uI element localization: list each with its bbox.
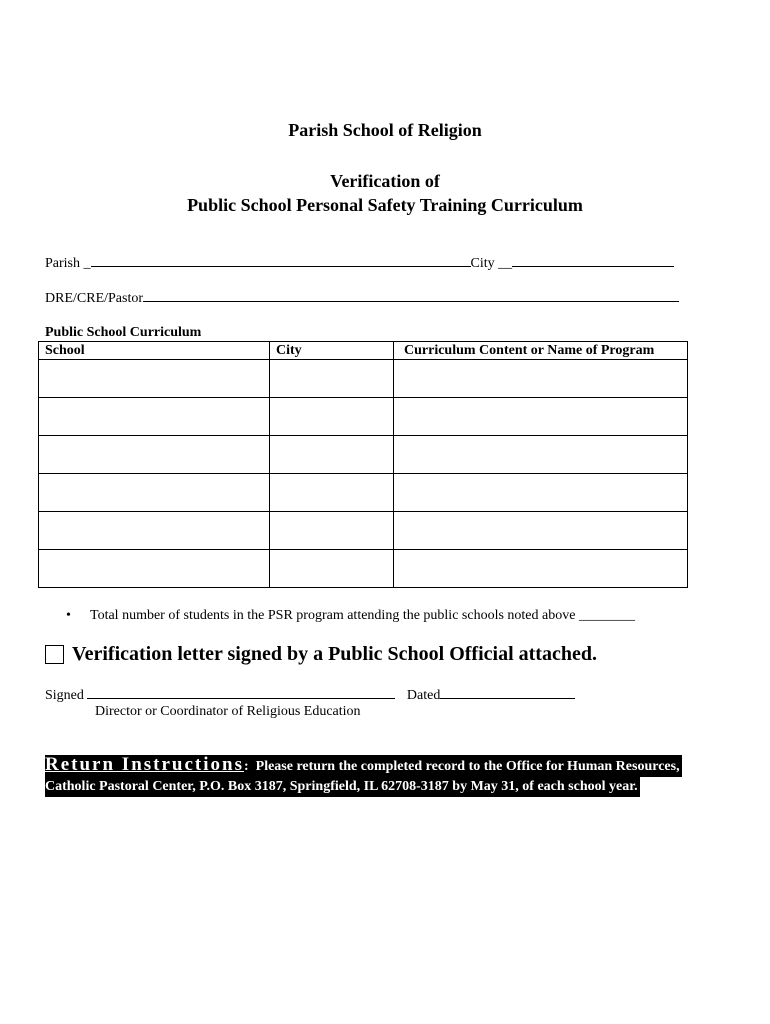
column-header-school: School [39, 342, 270, 360]
city-cell[interactable] [270, 398, 394, 436]
city-cell[interactable] [270, 512, 394, 550]
verification-label: Verification letter signed by a Public School Official attached. [72, 643, 597, 665]
school-cell[interactable] [39, 474, 270, 512]
verification-checkbox[interactable] [45, 645, 64, 664]
curriculum-cell[interactable] [394, 398, 688, 436]
student-count-text: Total number of students in the PSR program attending the public schools noted above [90, 608, 576, 623]
school-cell[interactable] [39, 512, 270, 550]
curriculum-cell[interactable] [394, 474, 688, 512]
city-cell[interactable] [270, 360, 394, 398]
return-instructions [45, 755, 730, 797]
school-cell[interactable] [39, 550, 270, 588]
table-row [39, 550, 688, 588]
return-colon: : [243, 759, 249, 774]
return-line-2 [45, 777, 640, 797]
city-cell[interactable] [270, 436, 394, 474]
return-line-1 [45, 755, 682, 777]
form-title: Parish School of Religion [288, 120, 482, 140]
return-heading: Return Instructions [45, 754, 244, 775]
bullet-icon: • [66, 608, 71, 623]
student-count-row [66, 607, 635, 624]
city-cell[interactable] [270, 474, 394, 512]
table-header-row [39, 342, 688, 360]
table-row [39, 436, 688, 474]
curriculum-table [38, 341, 688, 588]
city-cell[interactable] [270, 550, 394, 588]
signature-row [45, 685, 575, 704]
table-row [39, 398, 688, 436]
table-row [39, 474, 688, 512]
city-field[interactable] [512, 253, 674, 267]
school-cell[interactable] [39, 398, 270, 436]
table-row [39, 512, 688, 550]
curriculum-cell[interactable] [394, 512, 688, 550]
verification-row [45, 642, 597, 666]
form-subtitle-line2: Public School Personal Safety Training Curriculum [187, 195, 583, 215]
city-prefix: __ [498, 256, 513, 271]
signature-field[interactable] [87, 685, 395, 699]
curriculum-cell[interactable] [394, 550, 688, 588]
signed-label: Signed [45, 688, 84, 703]
school-cell[interactable] [39, 360, 270, 398]
parish-city-row [45, 253, 674, 272]
return-text-1: Please return the completed record to the Office for Human Resources, [255, 759, 680, 774]
signature-role-caption: Director or Coordinator of Religious Education [95, 704, 361, 719]
city-label: City [470, 256, 495, 271]
parish-field[interactable] [91, 253, 471, 267]
curriculum-cell[interactable] [394, 436, 688, 474]
curriculum-section-label: Public School Curriculum [45, 325, 202, 340]
form-subtitle-line1: Verification of [330, 171, 440, 191]
column-header-city: City [270, 342, 394, 360]
student-count-field[interactable]: ________ [578, 608, 635, 623]
dated-label: Dated [406, 688, 441, 703]
dre-row [45, 288, 679, 307]
date-field[interactable] [440, 685, 575, 699]
curriculum-cell[interactable] [394, 360, 688, 398]
school-cell[interactable] [39, 436, 270, 474]
dre-label: DRE/CRE/Pastor [45, 291, 144, 306]
parish-prefix: _ [83, 256, 91, 271]
table-row [39, 360, 688, 398]
parish-label: Parish [45, 256, 80, 271]
column-header-curriculum: Curriculum Content or Name of Program [394, 342, 688, 360]
dre-field[interactable] [143, 288, 679, 302]
return-text-2: Catholic Pastoral Center, P.O. Box 3187, Springfield, IL 62708-3187 by May 31, of each school year. [45, 779, 638, 794]
